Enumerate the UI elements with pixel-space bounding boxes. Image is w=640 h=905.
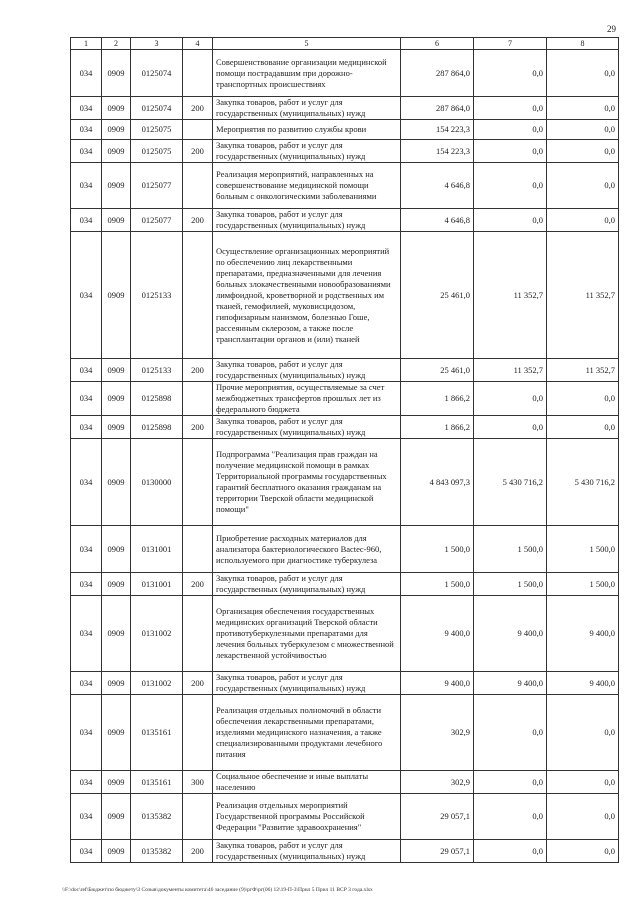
cell-section: 0909 (102, 232, 131, 359)
cell-department: 034 (71, 771, 102, 794)
page-number: 29 (607, 24, 616, 34)
cell-target-article: 0131001 (131, 526, 183, 573)
cell-amount-year3: 11 352,7 (547, 232, 619, 359)
cell-amount-year1: 287 864,0 (401, 50, 474, 97)
cell-target-article: 0130000 (131, 439, 183, 526)
cell-target-article: 0131001 (131, 573, 183, 596)
cell-section: 0909 (102, 97, 131, 120)
cell-expense-type: 200 (183, 573, 213, 596)
cell-section: 0909 (102, 209, 131, 232)
header-cell: 7 (474, 38, 547, 50)
cell-amount-year3: 0,0 (547, 50, 619, 97)
cell-amount-year1: 29 057,1 (401, 794, 474, 840)
cell-expense-type: 200 (183, 209, 213, 232)
table-row (71, 771, 619, 794)
cell-section: 0909 (102, 672, 131, 695)
cell-amount-year2: 9 400,0 (474, 596, 547, 672)
cell-expense-type (183, 596, 213, 672)
cell-amount-year3: 0,0 (547, 120, 619, 140)
cell-amount-year3: 1 500,0 (547, 526, 619, 573)
cell-department: 034 (71, 573, 102, 596)
cell-amount-year1: 1 866,2 (401, 382, 474, 416)
cell-amount-year1: 4 646,8 (401, 209, 474, 232)
table-row (71, 359, 619, 382)
cell-target-article: 0135161 (131, 771, 183, 794)
cell-amount-year3: 0,0 (547, 97, 619, 120)
table-row (71, 573, 619, 596)
cell-expense-type (183, 695, 213, 771)
cell-section: 0909 (102, 695, 131, 771)
cell-target-article: 0131002 (131, 672, 183, 695)
cell-description: Закупка товаров, работ и услуг для государственных (муниципальных) нужд (213, 209, 401, 232)
cell-amount-year3: 0,0 (547, 382, 619, 416)
header-cell: 4 (183, 38, 213, 50)
budget-table (70, 37, 619, 863)
cell-expense-type (183, 50, 213, 97)
cell-description: Подпрограмма "Реализация прав граждан на получение медицинской помощи в рамках Территориальной программы государственных гарантий бесплатного оказания гражданам на территории Тверской области медицинской помощи" (213, 439, 401, 526)
cell-amount-year3: 9 400,0 (547, 672, 619, 695)
cell-expense-type (183, 382, 213, 416)
cell-section: 0909 (102, 382, 131, 416)
cell-amount-year2: 0,0 (474, 120, 547, 140)
cell-description: Реализация отдельных полномочий в области обеспечения лекарственными препаратами, изделиями медицинского назначения, а также специализированными продуктами лечебного питания (213, 695, 401, 771)
table-row (71, 120, 619, 140)
cell-amount-year3: 11 352,7 (547, 359, 619, 382)
cell-amount-year2: 1 500,0 (474, 526, 547, 573)
table-row (71, 382, 619, 416)
table-row (71, 232, 619, 359)
cell-amount-year3: 0,0 (547, 209, 619, 232)
cell-section: 0909 (102, 416, 131, 439)
cell-amount-year3: 1 500,0 (547, 573, 619, 596)
cell-target-article: 0125075 (131, 120, 183, 140)
cell-section: 0909 (102, 359, 131, 382)
cell-target-article: 0125133 (131, 232, 183, 359)
cell-amount-year1: 4 646,8 (401, 163, 474, 209)
table-row (71, 416, 619, 439)
cell-target-article: 0125077 (131, 209, 183, 232)
cell-amount-year2: 1 500,0 (474, 573, 547, 596)
cell-section: 0909 (102, 526, 131, 573)
cell-amount-year2: 0,0 (474, 771, 547, 794)
cell-amount-year2: 11 352,7 (474, 359, 547, 382)
cell-expense-type (183, 120, 213, 140)
cell-description: Прочие мероприятия, осуществляемые за счет межбюджетных трансфертов прошлых лет из федерального бюджета (213, 382, 401, 416)
header-cell: 5 (213, 38, 401, 50)
cell-target-article: 0135382 (131, 840, 183, 863)
cell-section: 0909 (102, 573, 131, 596)
cell-amount-year1: 154 223,3 (401, 120, 474, 140)
cell-amount-year2: 0,0 (474, 50, 547, 97)
cell-department: 034 (71, 232, 102, 359)
cell-department: 034 (71, 140, 102, 163)
cell-department: 034 (71, 163, 102, 209)
cell-expense-type (183, 439, 213, 526)
cell-department: 034 (71, 120, 102, 140)
cell-amount-year3: 0,0 (547, 794, 619, 840)
cell-section: 0909 (102, 163, 131, 209)
cell-description: Закупка товаров, работ и услуг для государственных (муниципальных) нужд (213, 672, 401, 695)
table-row (71, 209, 619, 232)
cell-amount-year1: 9 400,0 (401, 672, 474, 695)
cell-amount-year1: 25 461,0 (401, 232, 474, 359)
cell-department: 034 (71, 596, 102, 672)
cell-section: 0909 (102, 840, 131, 863)
cell-amount-year2: 0,0 (474, 163, 547, 209)
cell-target-article: 0125133 (131, 359, 183, 382)
cell-description: Закупка товаров, работ и услуг для государственных (муниципальных) нужд (213, 573, 401, 596)
cell-expense-type: 200 (183, 97, 213, 120)
cell-expense-type (183, 526, 213, 573)
table-row (71, 794, 619, 840)
cell-amount-year1: 1 500,0 (401, 573, 474, 596)
cell-section: 0909 (102, 140, 131, 163)
cell-description: Мероприятия по развитию службы крови (213, 120, 401, 140)
cell-target-article: 0131002 (131, 596, 183, 672)
cell-amount-year3: 0,0 (547, 416, 619, 439)
cell-section: 0909 (102, 771, 131, 794)
header-cell: 2 (102, 38, 131, 50)
header-cell: 8 (547, 38, 619, 50)
cell-description: Реализация мероприятий, направленных на совершенствование медицинской помощи больным с онкологическими заболеваниями (213, 163, 401, 209)
cell-description: Реализация отдельных мероприятий Государственной программы Российской Федерации "Развитие здравоохранения" (213, 794, 401, 840)
cell-amount-year2: 0,0 (474, 140, 547, 163)
cell-amount-year1: 302,9 (401, 771, 474, 794)
cell-amount-year1: 154 223,3 (401, 140, 474, 163)
cell-section: 0909 (102, 50, 131, 97)
cell-department: 034 (71, 695, 102, 771)
cell-amount-year3: 9 400,0 (547, 596, 619, 672)
cell-amount-year1: 1 866,2 (401, 416, 474, 439)
cell-expense-type (183, 232, 213, 359)
cell-description: Приобретение расходных материалов для анализатора бактериологического Bactec-960, используемого при диагностике туберкулеза (213, 526, 401, 573)
cell-amount-year2: 0,0 (474, 840, 547, 863)
cell-amount-year2: 5 430 716,2 (474, 439, 547, 526)
cell-description: Закупка товаров, работ и услуг для государственных (муниципальных) нужд (213, 416, 401, 439)
cell-department: 034 (71, 50, 102, 97)
cell-section: 0909 (102, 439, 131, 526)
cell-department: 034 (71, 97, 102, 120)
cell-department: 034 (71, 672, 102, 695)
cell-description: Совершенствование организации медицинской помощи пострадавшим при дорожно-транспортных происшествиях (213, 50, 401, 97)
header-cell: 6 (401, 38, 474, 50)
cell-target-article: 0125075 (131, 140, 183, 163)
table-row (71, 439, 619, 526)
cell-department: 034 (71, 526, 102, 573)
cell-description: Организация обеспечения государственных медицинских организаций Тверской области противотуберкулезными препаратами для лечения больных туберкулезом с множественной лекарственной устойчивостью (213, 596, 401, 672)
table-row (71, 695, 619, 771)
cell-amount-year1: 4 843 097,3 (401, 439, 474, 526)
cell-target-article: 0125077 (131, 163, 183, 209)
table-row (71, 672, 619, 695)
cell-section: 0909 (102, 794, 131, 840)
cell-target-article: 0135161 (131, 695, 183, 771)
table-row (71, 526, 619, 573)
cell-expense-type: 200 (183, 359, 213, 382)
cell-amount-year3: 0,0 (547, 695, 619, 771)
cell-amount-year2: 11 352,7 (474, 232, 547, 359)
cell-description: Социальное обеспечение и иные выплаты населению (213, 771, 401, 794)
cell-expense-type (183, 163, 213, 209)
cell-amount-year2: 0,0 (474, 97, 547, 120)
cell-department: 034 (71, 359, 102, 382)
table-row (71, 840, 619, 863)
cell-amount-year3: 5 430 716,2 (547, 439, 619, 526)
cell-department: 034 (71, 794, 102, 840)
cell-amount-year2: 0,0 (474, 209, 547, 232)
cell-expense-type: 300 (183, 771, 213, 794)
cell-description: Закупка товаров, работ и услуг для государственных (муниципальных) нужд (213, 140, 401, 163)
cell-amount-year2: 0,0 (474, 794, 547, 840)
cell-department: 034 (71, 439, 102, 526)
cell-amount-year3: 0,0 (547, 840, 619, 863)
table-row (71, 596, 619, 672)
cell-amount-year1: 25 461,0 (401, 359, 474, 382)
cell-expense-type: 200 (183, 672, 213, 695)
cell-department: 034 (71, 209, 102, 232)
cell-department: 034 (71, 840, 102, 863)
cell-amount-year3: 0,0 (547, 163, 619, 209)
cell-amount-year1: 302,9 (401, 695, 474, 771)
cell-amount-year3: 0,0 (547, 771, 619, 794)
cell-target-article: 0125898 (131, 382, 183, 416)
cell-amount-year1: 29 057,1 (401, 840, 474, 863)
cell-description: Осуществление организационных мероприятий по обеспечению лиц лекарственными препаратами, предназначенными для лечения больных злокачественными новообразованиями лимфоидной, кроветворной и родственных им тканей, гемофилией, муковисцидозом, гипофизарным нанизмом, болезнью Гоше, рассеянным склерозом, а также после трансплантации органов и (или) тканей (213, 232, 401, 359)
table-header-row (71, 38, 619, 50)
cell-target-article: 0135382 (131, 794, 183, 840)
cell-section: 0909 (102, 120, 131, 140)
cell-description: Закупка товаров, работ и услуг для государственных (муниципальных) нужд (213, 359, 401, 382)
cell-section: 0909 (102, 596, 131, 672)
header-cell: 1 (71, 38, 102, 50)
cell-amount-year2: 9 400,0 (474, 672, 547, 695)
cell-amount-year2: 0,0 (474, 382, 547, 416)
cell-amount-year1: 287 864,0 (401, 97, 474, 120)
cell-expense-type: 200 (183, 416, 213, 439)
cell-description: Закупка товаров, работ и услуг для государственных (муниципальных) нужд (213, 97, 401, 120)
file-path-footer: \\F:\doc\ref\Бюджет\по бюджету\3 Созыв\документы комитета\46 заседание (9)\ргФ\рг(06) 12\19-П-3\Прил 5 Прил 11 ВСР 3 года.xlsx (62, 887, 373, 893)
cell-description: Закупка товаров, работ и услуг для государственных (муниципальных) нужд (213, 840, 401, 863)
table-row (71, 97, 619, 120)
cell-target-article: 0125898 (131, 416, 183, 439)
cell-amount-year1: 9 400,0 (401, 596, 474, 672)
cell-expense-type (183, 794, 213, 840)
cell-amount-year3: 0,0 (547, 140, 619, 163)
cell-target-article: 0125074 (131, 97, 183, 120)
table-row (71, 50, 619, 97)
header-cell: 3 (131, 38, 183, 50)
table-row (71, 163, 619, 209)
cell-department: 034 (71, 416, 102, 439)
cell-amount-year2: 0,0 (474, 416, 547, 439)
cell-expense-type: 200 (183, 840, 213, 863)
cell-amount-year1: 1 500,0 (401, 526, 474, 573)
cell-department: 034 (71, 382, 102, 416)
cell-amount-year2: 0,0 (474, 695, 547, 771)
cell-target-article: 0125074 (131, 50, 183, 97)
table-row (71, 140, 619, 163)
cell-expense-type: 200 (183, 140, 213, 163)
